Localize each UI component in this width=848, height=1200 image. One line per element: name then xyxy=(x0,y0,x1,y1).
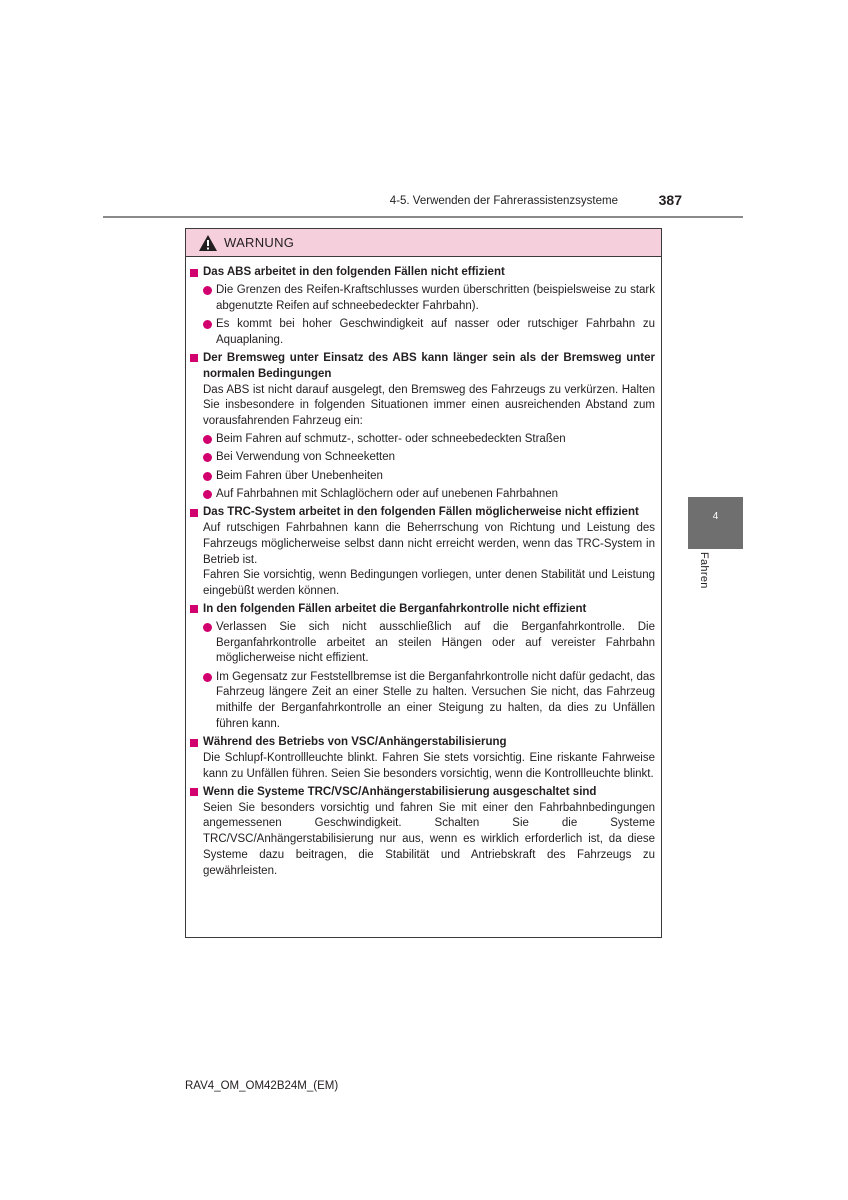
bullet-text: Verlassen Sie sich nicht ausschließlich auf die Berganfahrkontrolle. Die Berganfahrkontrolle arbeitet an steilen Hängen oder auf vereister Fahrbahn möglicherweise nicht effizient. xyxy=(216,620,655,665)
footer-document-code: RAV4_OM_OM42B24M_(EM) xyxy=(185,1080,339,1092)
section-title xyxy=(188,265,655,281)
section-title xyxy=(188,505,655,521)
square-bullet-icon xyxy=(190,605,198,613)
warning-section xyxy=(188,265,655,348)
bullet-text: Bei Verwendung von Schneeketten xyxy=(216,451,396,464)
section-paragraph: Fahren Sie vorsichtig, wenn Bedingungen vorliegen, unter denen Stabilität und Leistung eingebüßt werden können. xyxy=(203,569,655,598)
section-title xyxy=(188,785,655,801)
warning-section xyxy=(188,735,655,782)
section-paragraph: Auf rutschigen Fahrbahnen kann die Beherrschung von Richtung und Leistung des Fahrzeugs möglicherweise selbst dann nicht erreicht werden, wenn das TRC-System in Betrieb ist. xyxy=(203,521,655,566)
bullet-item xyxy=(203,450,655,466)
section-paragraph: Das ABS ist nicht darauf ausgelegt, den Bremsweg des Fahrzeugs zu verkürzen. Halten Sie insbesondere in folgenden Situationen immer einen ausreichenden Abstand zum vorausfahrenden Fahrzeug ein: xyxy=(203,383,655,428)
warning-body xyxy=(186,257,661,879)
section-paragraph: Seien Sie besonders vorsichtig und fahren Sie mit einer den Fahrbahnbedingungen angemessenen Geschwindigkeit. Schalten Sie die Systeme TRC/VSC/Anhängerstabilisierung nur aus, wenn es wirklich erforderlich ist, da diese Systeme dazu beitragen, die Stabilität und Antriebskraft des Fahrzeugs zu gewährleisten. xyxy=(203,801,655,877)
bullet-item xyxy=(203,317,655,349)
chapter-tab-label-wrap xyxy=(688,552,720,602)
square-bullet-icon xyxy=(190,788,198,796)
bullet-text: Die Grenzen des Reifen-Kraftschlusses wurden überschritten (beispielsweise zu stark abgenutzte Reifen auf schneebedeckter Fahrbahn). xyxy=(216,283,655,312)
chapter-tab-number: 4 xyxy=(712,511,719,522)
bullet-item xyxy=(203,283,655,315)
warning-label: WARNUNG xyxy=(224,235,295,250)
warning-triangle-icon xyxy=(198,234,218,252)
bullet-item xyxy=(203,432,655,448)
section-title xyxy=(188,602,655,618)
bullet-text: Im Gegensatz zur Feststellbremse ist die Berganfahrkontrolle nicht dafür gedacht, das Fahrzeug längere Zeit an einer Stelle zu halten. Versuchen Sie nicht, das Fahrzeug mithilfe der Berganfahrkontrolle an einer Steigung zu halten, da dies zu Unfällen führen kann. xyxy=(216,670,655,731)
round-bullet-icon xyxy=(203,453,212,462)
section-title-text: Wenn die Systeme TRC/VSC/Anhängerstabilisierung ausgeschaltet sind xyxy=(203,785,597,798)
chapter-tab xyxy=(688,497,743,549)
chapter-tab-label: Fahren xyxy=(698,552,710,589)
round-bullet-icon xyxy=(203,490,212,499)
header-section-title: 4-5. Verwenden der Fahrerassistenzsysteme xyxy=(389,195,618,207)
bullet-item xyxy=(203,487,655,503)
bullet-item xyxy=(203,670,655,733)
section-title xyxy=(188,351,655,383)
round-bullet-icon xyxy=(203,435,212,444)
round-bullet-icon xyxy=(203,472,212,481)
page-number: 387 xyxy=(658,192,682,208)
round-bullet-icon xyxy=(203,320,212,329)
warning-header xyxy=(186,229,661,257)
bullet-item xyxy=(203,620,655,667)
section-title-text: Das TRC-System arbeitet in den folgenden Fällen möglicherweise nicht effizient xyxy=(203,506,639,519)
section-title xyxy=(188,735,655,751)
warning-section xyxy=(188,785,655,880)
bullet-text: Beim Fahren auf schmutz-, schotter- oder schneebedeckten Straßen xyxy=(216,432,566,445)
warning-section xyxy=(188,505,655,600)
section-title-text: In den folgenden Fällen arbeitet die Berganfahrkontrolle nicht effizient xyxy=(203,602,587,615)
square-bullet-icon xyxy=(190,509,198,517)
bullet-text: Es kommt bei hoher Geschwindigkeit auf nasser oder rutschiger Fahrbahn zu Aquaplaning. xyxy=(216,317,655,346)
bullet-item xyxy=(203,469,655,485)
warning-section xyxy=(188,602,655,733)
header-rule xyxy=(103,216,743,218)
square-bullet-icon xyxy=(190,354,198,362)
section-paragraph: Die Schlupf-Kontrollleuchte blinkt. Fahren Sie stets vorsichtig. Eine riskante Fahrweise kann zu Unfällen führen. Seien Sie besonders vorsichtig, wenn die Kontrollleuchte blinkt. xyxy=(203,752,655,780)
section-title-text: Während des Betriebs von VSC/Anhängerstabilisierung xyxy=(203,736,507,749)
bullet-text: Beim Fahren über Unebenheiten xyxy=(216,469,383,482)
section-title-text: Der Bremsweg unter Einsatz des ABS kann länger sein als der Bremsweg unter normalen Bedingungen xyxy=(203,351,655,380)
round-bullet-icon xyxy=(203,673,212,682)
warning-box xyxy=(185,228,662,938)
section-title-text: Das ABS arbeitet in den folgenden Fällen nicht effizient xyxy=(203,266,505,278)
round-bullet-icon xyxy=(203,623,212,632)
square-bullet-icon xyxy=(190,269,198,277)
warning-section xyxy=(188,351,655,503)
square-bullet-icon xyxy=(190,739,198,747)
round-bullet-icon xyxy=(203,286,212,295)
bullet-text: Auf Fahrbahnen mit Schlaglöchern oder auf unebenen Fahrbahnen xyxy=(216,487,559,500)
